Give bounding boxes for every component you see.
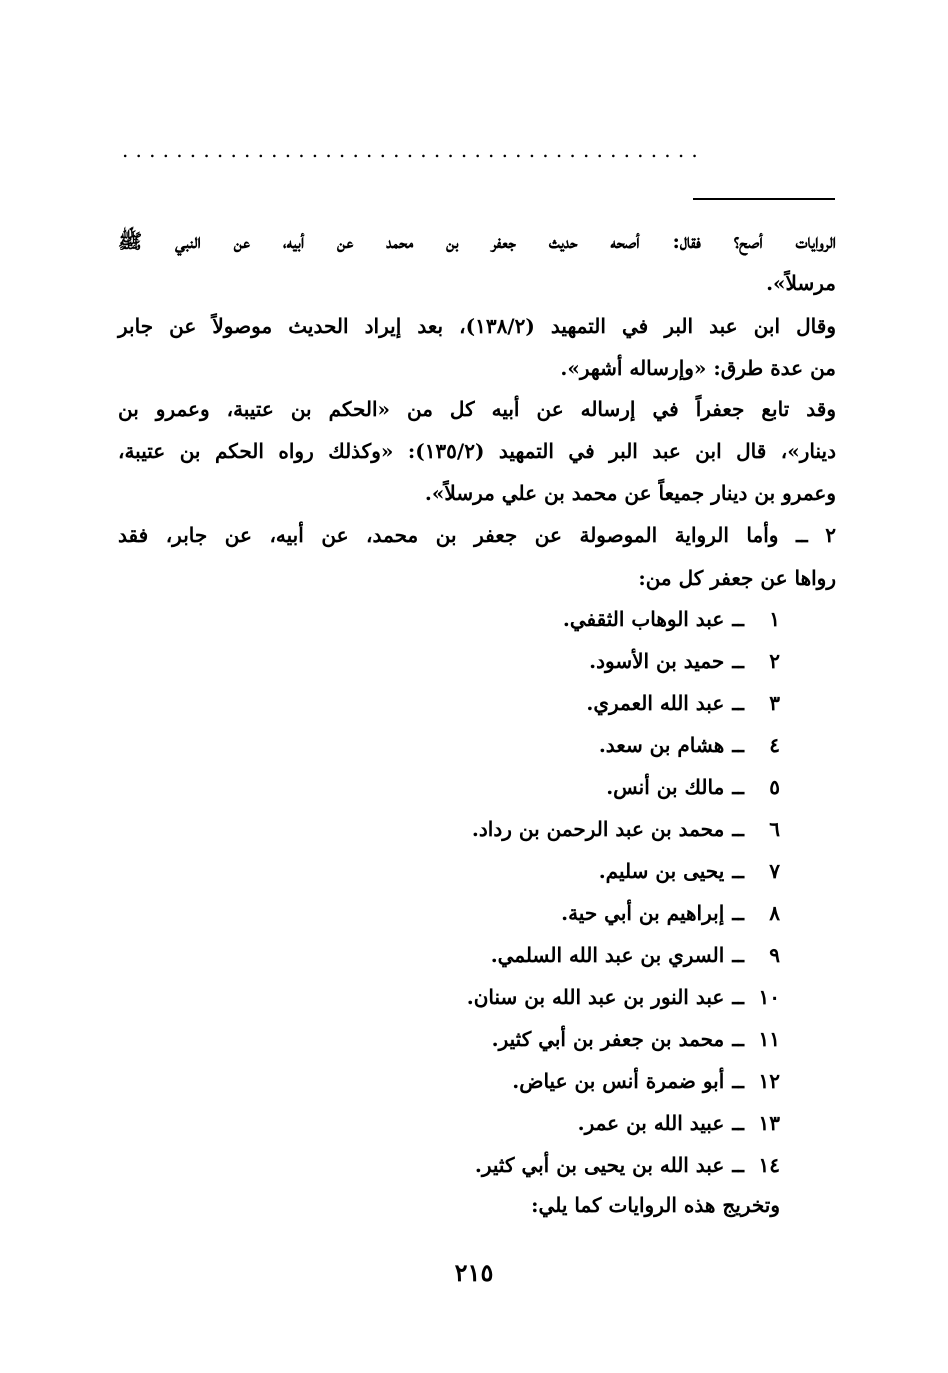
narrator-item: [586, 688, 780, 718]
paragraph-2-line-2: من عدة طرق: «وإرساله أشهر».: [560, 356, 836, 380]
narrator-dash: ــ: [732, 691, 744, 715]
separator-dots: ...........................................: [122, 140, 705, 160]
footnote-rule: [693, 198, 835, 200]
narrator-dash: ــ: [732, 607, 744, 631]
narrator-name: يحيى بن سليم.: [598, 859, 725, 883]
narrator-item: [563, 604, 780, 634]
narrator-number: ١٢: [758, 1069, 780, 1093]
narrator-number: ١٣: [758, 1111, 780, 1135]
narrator-item: [599, 856, 780, 886]
narrator-item: [606, 772, 780, 802]
narrator-number: ٢: [769, 649, 780, 673]
narrator-name: عبد النور بن عبد الله بن سنان.: [466, 985, 725, 1009]
narrator-item: [589, 646, 780, 676]
narrator-number: ٦: [769, 817, 780, 841]
narrator-number: ٨: [769, 901, 780, 925]
narrator-number: ١٠: [758, 985, 780, 1009]
narrator-dash: ــ: [732, 859, 744, 883]
narrator-name: عبد الوهاب الثقفي.: [562, 607, 725, 631]
narrator-item: [512, 1066, 780, 1096]
narrator-dash: ــ: [732, 943, 744, 967]
paragraph-2-line-1: وقال ابن عبد البر في التمهيد (١٣٨/٢)، بعد إيراد الحديث موصولاً عن جابر: [118, 314, 836, 338]
narrator-item: [561, 898, 780, 928]
narrator-item: [578, 1108, 780, 1138]
paragraph-1-line-1: الروايات أصح؟ فقال: أصحه حديث جعفر بن محمد عن أبيه، عن النبي ﷺ: [118, 229, 836, 253]
narrator-item: [491, 940, 780, 970]
paragraph-3-line-2: دينار»، قال ابن عبد البر في التمهيد (١٣٥/٢): «وكذلك رواه الحكم بن عتيبة،: [118, 439, 837, 463]
narrator-name: عبد الله العمري.: [586, 691, 725, 715]
paragraph-4-line-1: ٢ ــ وأما الرواية الموصولة عن جعفر بن محمد، عن أبيه، عن جابر، فقد: [118, 523, 836, 547]
narrator-number: ١١: [758, 1027, 780, 1051]
narrator-dash: ــ: [732, 1111, 744, 1135]
narrator-name: عبد الله بن يحيى بن أبي كثير.: [474, 1153, 725, 1177]
paragraph-4-line-2: رواها عن جعفر كل من:: [638, 566, 836, 590]
narrator-name: أبو ضمرة أنس بن عياض.: [512, 1069, 725, 1093]
narrator-dash: ــ: [732, 985, 744, 1009]
narrator-item: [472, 814, 780, 844]
narrator-number: ١٤: [758, 1153, 780, 1177]
narrator-item: [599, 730, 780, 760]
narrator-name: حميد بن الأسود.: [589, 649, 725, 673]
narrator-name: السري بن عبد الله السلمي.: [490, 943, 725, 967]
narrator-dash: ــ: [732, 1069, 744, 1093]
narrator-number: ١: [769, 607, 780, 631]
narrator-number: ٣: [769, 691, 780, 715]
narrator-dash: ــ: [732, 1027, 744, 1051]
paragraph-1-line-2: مرسلاً».: [766, 271, 836, 295]
paragraph-3-line-1: وقد تابع جعفراً في إرساله عن أبيه كل من «الحكم بن عتيبة، وعمرو بن: [118, 397, 836, 421]
narrator-dash: ــ: [732, 775, 744, 799]
narrator-number: ٥: [769, 775, 780, 799]
narrator-name: محمد بن عبد الرحمن بن رداد.: [471, 817, 725, 841]
page-number: ٢١٥: [454, 1258, 494, 1287]
paragraph-3-line-3: وعمرو بن دينار جميعاً عن محمد بن علي مرسلاً».: [424, 481, 836, 505]
narrator-name: محمد بن جعفر بن أبي كثير.: [491, 1027, 725, 1051]
narrator-item: [467, 982, 780, 1012]
narrator-number: ٩: [769, 943, 780, 967]
narrator-name: عبيد الله بن عمر.: [577, 1111, 725, 1135]
narrator-name: هشام بن سعد.: [598, 733, 725, 757]
narrator-dash: ــ: [732, 817, 744, 841]
narrator-number: ٤: [769, 733, 780, 757]
narrator-item: [475, 1150, 780, 1180]
narrator-name: مالك بن أنس.: [606, 775, 725, 799]
closing-line: وتخريج هذه الروايات كما يلي:: [531, 1193, 780, 1217]
narrator-name: إبراهيم بن أبي حية.: [561, 901, 725, 925]
narrator-number: ٧: [769, 859, 780, 883]
narrator-item: [492, 1024, 780, 1054]
narrator-dash: ــ: [732, 733, 744, 757]
narrator-dash: ــ: [732, 1153, 744, 1177]
narrator-dash: ــ: [732, 649, 744, 673]
narrator-dash: ــ: [732, 901, 744, 925]
